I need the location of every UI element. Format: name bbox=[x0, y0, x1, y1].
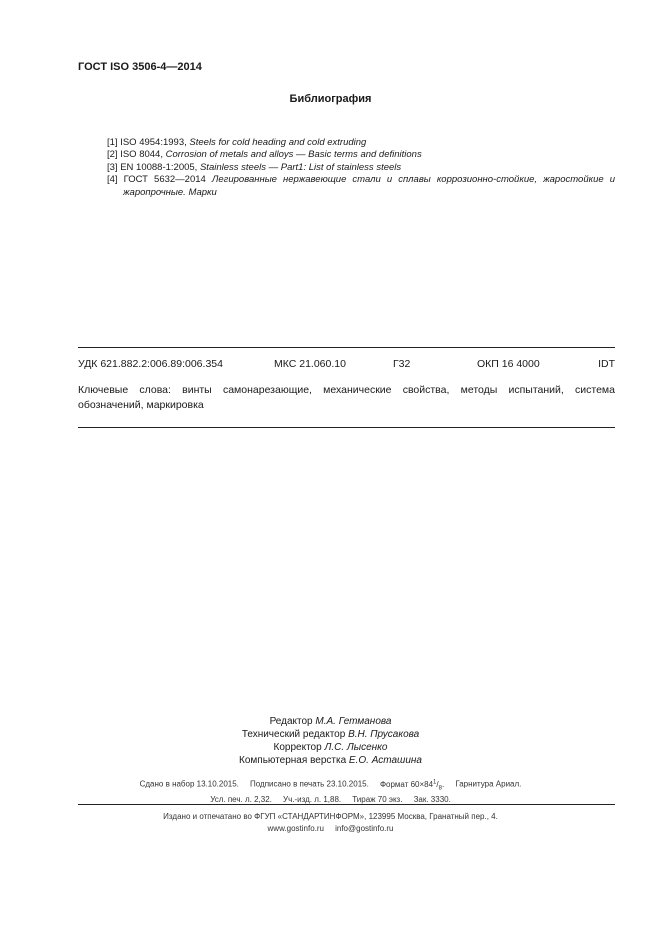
divider-keywords bbox=[78, 427, 615, 428]
divider-bottom bbox=[78, 804, 615, 805]
bib-reference: ISO 4954:1993, bbox=[120, 137, 187, 148]
divider-top bbox=[78, 347, 615, 348]
staff-name: В.Н. Прусакова bbox=[348, 729, 420, 740]
staff-line bbox=[0, 754, 661, 767]
publication-line bbox=[0, 776, 661, 794]
bib-number: [4] bbox=[107, 174, 118, 186]
staff-name: Л.С. Лысенко bbox=[324, 742, 388, 753]
staff-name: Е.О. Асташина bbox=[348, 755, 422, 766]
staff-role: Компьютерная верстка bbox=[239, 755, 347, 766]
keywords: Ключевые слова: винты самонарезающие, механические свойства, методы испытаний, система обозначений, маркировка bbox=[78, 384, 615, 411]
staff-role: Технический редактор bbox=[241, 729, 346, 740]
typeset-date: Сдано в набор 13.10.2015. bbox=[139, 779, 239, 789]
group-code: Г32 bbox=[393, 358, 411, 370]
staff-credits bbox=[0, 715, 661, 767]
bibliography-list bbox=[107, 137, 615, 199]
printer-address: Издано и отпечатано во ФГУП «СТАНДАРТИНФОРМ», 123995 Москва, Гранатный пер., 4. bbox=[163, 812, 498, 821]
classification-row bbox=[78, 358, 615, 370]
bibliography-title: Библиография bbox=[289, 93, 372, 105]
bib-number: [3] bbox=[107, 161, 118, 173]
staff-role: Редактор bbox=[269, 716, 313, 727]
bib-number: [1] bbox=[107, 137, 118, 148]
typeface: Гарнитура Ариал. bbox=[455, 779, 522, 789]
bib-title: Steels for cold heading and cold extruding bbox=[189, 137, 367, 148]
bib-reference: EN 10088-1:2005, bbox=[120, 161, 198, 173]
staff-line bbox=[0, 715, 661, 728]
order-number: Зак. 3330. bbox=[413, 795, 451, 805]
staff-line bbox=[0, 728, 661, 741]
paper-format: Формат $60\times 84^1/_8$. bbox=[379, 779, 445, 792]
printer-info bbox=[0, 811, 661, 835]
print-date: Подписано в печать 23.10.2015. bbox=[250, 779, 369, 789]
print-run: Тираж 70 экз. bbox=[352, 795, 403, 805]
bib-reference: ISO 8044, bbox=[120, 149, 163, 161]
staff-line bbox=[0, 741, 661, 754]
printer-contacts bbox=[0, 823, 661, 835]
mks-code: МКС 21.060.10 bbox=[274, 358, 346, 370]
udk-code: УДК 621.882.2:006.89:006.354 bbox=[78, 358, 223, 370]
bibliography-item bbox=[107, 174, 615, 199]
bib-title: Stainless steels — Part1: List of stainless steels bbox=[199, 161, 402, 173]
okp-code: ОКП 16 4000 bbox=[477, 358, 540, 370]
bibliography-item bbox=[107, 162, 615, 174]
bib-number: [2] bbox=[107, 149, 118, 161]
email-link[interactable]: info@gostinfo.ru bbox=[335, 824, 394, 833]
bibliography-item bbox=[107, 137, 615, 149]
bib-title: Corrosion of metals and alloys — Basic terms and definitions bbox=[165, 149, 422, 161]
idt-label: IDT bbox=[598, 358, 615, 370]
staff-role: Корректор bbox=[273, 742, 322, 753]
publication-details bbox=[0, 776, 661, 806]
bib-reference: ГОСТ 5632—2014 bbox=[123, 174, 206, 186]
publisher-sheets: Уч.-изд. л. 1,88. bbox=[283, 795, 342, 805]
standard-id-header: ГОСТ ISO 3506-4—2014 bbox=[78, 61, 202, 73]
staff-name: М.А. Гетманова bbox=[315, 716, 392, 727]
bib-title: Легированные нержавеющие стали и сплавы коррозионно-стойкие, жаростойкие и жаропрочные. Марки bbox=[123, 174, 615, 198]
printed-sheets: Усл. печ. л. 2,32. bbox=[210, 795, 272, 805]
bibliography-item bbox=[107, 149, 615, 161]
website-link[interactable]: www.gostinfo.ru bbox=[267, 824, 324, 833]
